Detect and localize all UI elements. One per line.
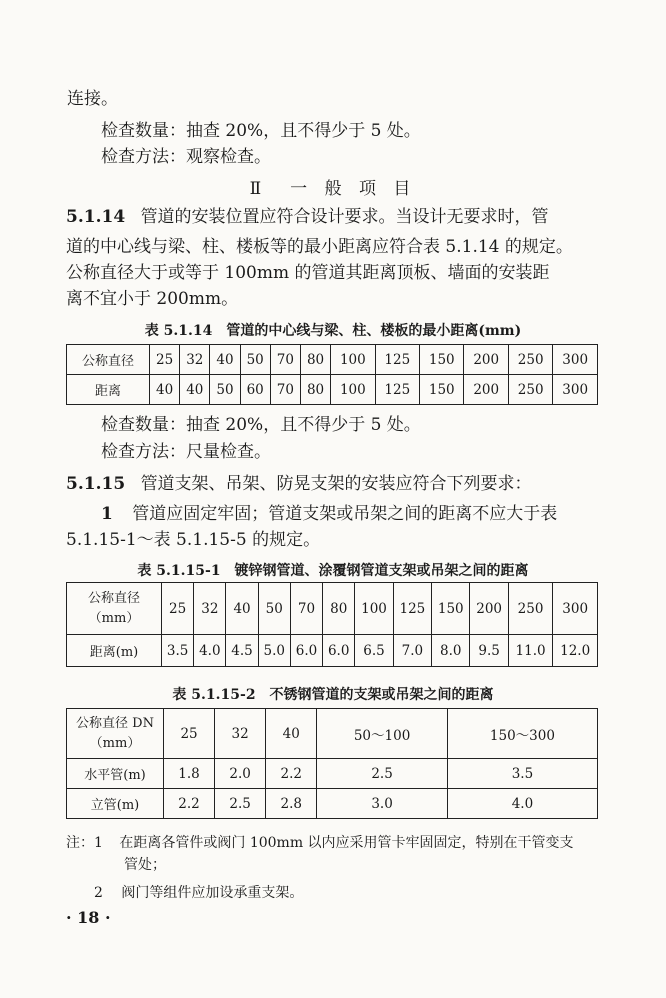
text-line: 连接。 xyxy=(67,89,118,109)
clause-number: 5.1.15 xyxy=(66,474,126,494)
table-cell: 200 xyxy=(464,345,508,375)
table-cell: 300 xyxy=(553,345,598,375)
table-cell: 150 xyxy=(432,583,470,635)
table-cell: 150 xyxy=(420,375,464,405)
list-item-line xyxy=(101,503,557,525)
table-cell: 8.0 xyxy=(432,635,470,667)
table-cell: 70 xyxy=(290,583,322,635)
table-cell: 80 xyxy=(300,345,330,375)
list-item-number: 1 xyxy=(101,504,113,524)
table-cell: 9.5 xyxy=(470,635,508,667)
table-cell: 50 xyxy=(210,375,240,405)
table-cell: 40 xyxy=(180,375,210,405)
table-cell: 6.0 xyxy=(290,635,322,667)
note-1 xyxy=(66,832,574,854)
table-cell: 1.8 xyxy=(164,759,215,789)
table-cell: 32 xyxy=(180,345,210,375)
table-cell: 250 xyxy=(508,583,553,635)
clause-text: 管道的安装位置应符合设计要求。当设计无要求时，管 xyxy=(140,207,549,227)
header-text: 公称直径 xyxy=(87,590,140,606)
table-cell: 6.5 xyxy=(355,635,393,667)
table-cell: 70 xyxy=(270,375,300,405)
table-header-cell xyxy=(67,709,164,759)
table-5-1-14 xyxy=(66,344,598,405)
table-cell: 125 xyxy=(375,375,419,405)
table-cell: 4.5 xyxy=(226,635,258,667)
text-line: 检查数量：抽查 20%，且不得少于 5 处。 xyxy=(101,121,421,141)
table-cell: 50～100 xyxy=(317,709,448,759)
table-cell: 4.0 xyxy=(447,789,597,819)
text-line: 检查方法：观察检查。 xyxy=(101,147,271,167)
table-cell: 150～300 xyxy=(447,709,597,759)
page-number: · 18 · xyxy=(66,908,111,927)
table-row xyxy=(67,709,598,759)
table-cell: 4.0 xyxy=(194,635,226,667)
table-header-cell: 立管(m) xyxy=(67,789,164,819)
table-cell: 300 xyxy=(553,375,598,405)
table-cell: 40 xyxy=(226,583,258,635)
notes xyxy=(66,832,574,904)
header-text: 公称直径 DN xyxy=(76,715,154,731)
clause-number: 5.1.14 xyxy=(66,207,126,227)
note-text: 在距离各管件或阀门 100mm 以内应采用管卡牢固固定，特别在干管变支 xyxy=(119,835,574,851)
table-row xyxy=(67,375,598,405)
text-line: 5.1.15-1～表 5.1.15-5 的规定。 xyxy=(66,530,321,550)
table-cell: 80 xyxy=(300,375,330,405)
table-cell: 12.0 xyxy=(553,635,598,667)
table-cell: 2.5 xyxy=(317,759,448,789)
text-line: 检查方法：尺量检查。 xyxy=(101,442,271,462)
table-cell: 2.5 xyxy=(215,789,266,819)
table-cell: 5.0 xyxy=(258,635,290,667)
table-row xyxy=(67,583,598,635)
note-2 xyxy=(66,882,574,904)
note-text: 阀门等组件应加设承重支架。 xyxy=(121,885,304,901)
clause-5-1-15-first-line xyxy=(66,473,532,495)
note-label: 注：1 xyxy=(66,835,103,851)
table-cell: 25 xyxy=(164,709,215,759)
table-row xyxy=(67,759,598,789)
table-cell: 32 xyxy=(215,709,266,759)
table-cell: 40 xyxy=(266,709,317,759)
table-cell: 40 xyxy=(210,345,240,375)
table-cell: 200 xyxy=(470,583,508,635)
table-cell: 100 xyxy=(331,345,375,375)
table-cell: 32 xyxy=(194,583,226,635)
table-header-cell xyxy=(67,583,162,635)
clause-text: 管道支架、吊架、防晃支架的安装应符合下列要求： xyxy=(140,474,532,494)
table-cell: 125 xyxy=(375,345,419,375)
table-header-cell: 水平管(m) xyxy=(67,759,164,789)
table-header-cell: 距离 xyxy=(67,375,150,405)
header-unit: （mm） xyxy=(88,610,140,626)
table-header-cell: 公称直径 xyxy=(67,345,150,375)
table-5-1-15-1 xyxy=(66,582,598,667)
text-line: 检查数量：抽查 20%，且不得少于 5 处。 xyxy=(101,415,421,435)
table-cell: 3.5 xyxy=(447,759,597,789)
table-cell: 250 xyxy=(508,375,552,405)
table-cell: 25 xyxy=(150,345,180,375)
text-line: 离不宜小于 200mm。 xyxy=(66,289,239,309)
table-cell: 3.0 xyxy=(317,789,448,819)
note-number: 2 xyxy=(94,885,103,901)
table-cell: 150 xyxy=(420,345,464,375)
header-unit: （mm） xyxy=(89,735,141,751)
table-cell: 2.0 xyxy=(215,759,266,789)
clause-5-1-14-first-line xyxy=(66,206,549,228)
table-cell: 3.5 xyxy=(162,635,194,667)
table-cell: 70 xyxy=(270,345,300,375)
table-cell: 50 xyxy=(240,345,270,375)
table-caption: 表 5.1.14 管道的中心线与梁、柱、楼板的最小距离(mm) xyxy=(144,323,522,339)
table-header-cell: 距离(m) xyxy=(67,635,162,667)
table-caption: 表 5.1.15-1 镀锌钢管道、涂覆钢管道支架或吊架之间的距离 xyxy=(137,563,529,579)
table-cell: 125 xyxy=(393,583,431,635)
table-5-1-15-2 xyxy=(66,708,598,819)
note-1-continued: 管处； xyxy=(124,857,166,873)
list-item-text: 管道应固定牢固；管道支架或吊架之间的距离不应大于表 xyxy=(132,504,558,524)
table-cell: 50 xyxy=(258,583,290,635)
table-cell: 25 xyxy=(162,583,194,635)
table-cell: 60 xyxy=(240,375,270,405)
table-cell: 300 xyxy=(553,583,598,635)
table-cell: 100 xyxy=(331,375,375,405)
table-cell: 11.0 xyxy=(508,635,553,667)
table-cell: 2.2 xyxy=(266,759,317,789)
table-cell: 6.0 xyxy=(323,635,355,667)
table-cell: 7.0 xyxy=(393,635,431,667)
table-cell: 2.8 xyxy=(266,789,317,819)
table-row xyxy=(67,789,598,819)
section-title: Ⅱ 一 般 项 目 xyxy=(249,179,417,199)
table-row xyxy=(67,345,598,375)
table-cell: 200 xyxy=(464,375,508,405)
table-cell: 2.2 xyxy=(164,789,215,819)
text-line: 道的中心线与梁、柱、楼板等的最小距离应符合表 5.1.14 的规定。 xyxy=(66,237,573,257)
table-cell: 40 xyxy=(150,375,180,405)
table-caption: 表 5.1.15-2 不锈钢管道的支架或吊架之间的距离 xyxy=(172,687,494,703)
text-line: 公称直径大于或等于 100mm 的管道其距离顶板、墙面的安装距 xyxy=(66,263,550,283)
table-cell: 100 xyxy=(355,583,393,635)
table-cell: 250 xyxy=(508,345,552,375)
table-row xyxy=(67,635,598,667)
table-cell: 80 xyxy=(323,583,355,635)
